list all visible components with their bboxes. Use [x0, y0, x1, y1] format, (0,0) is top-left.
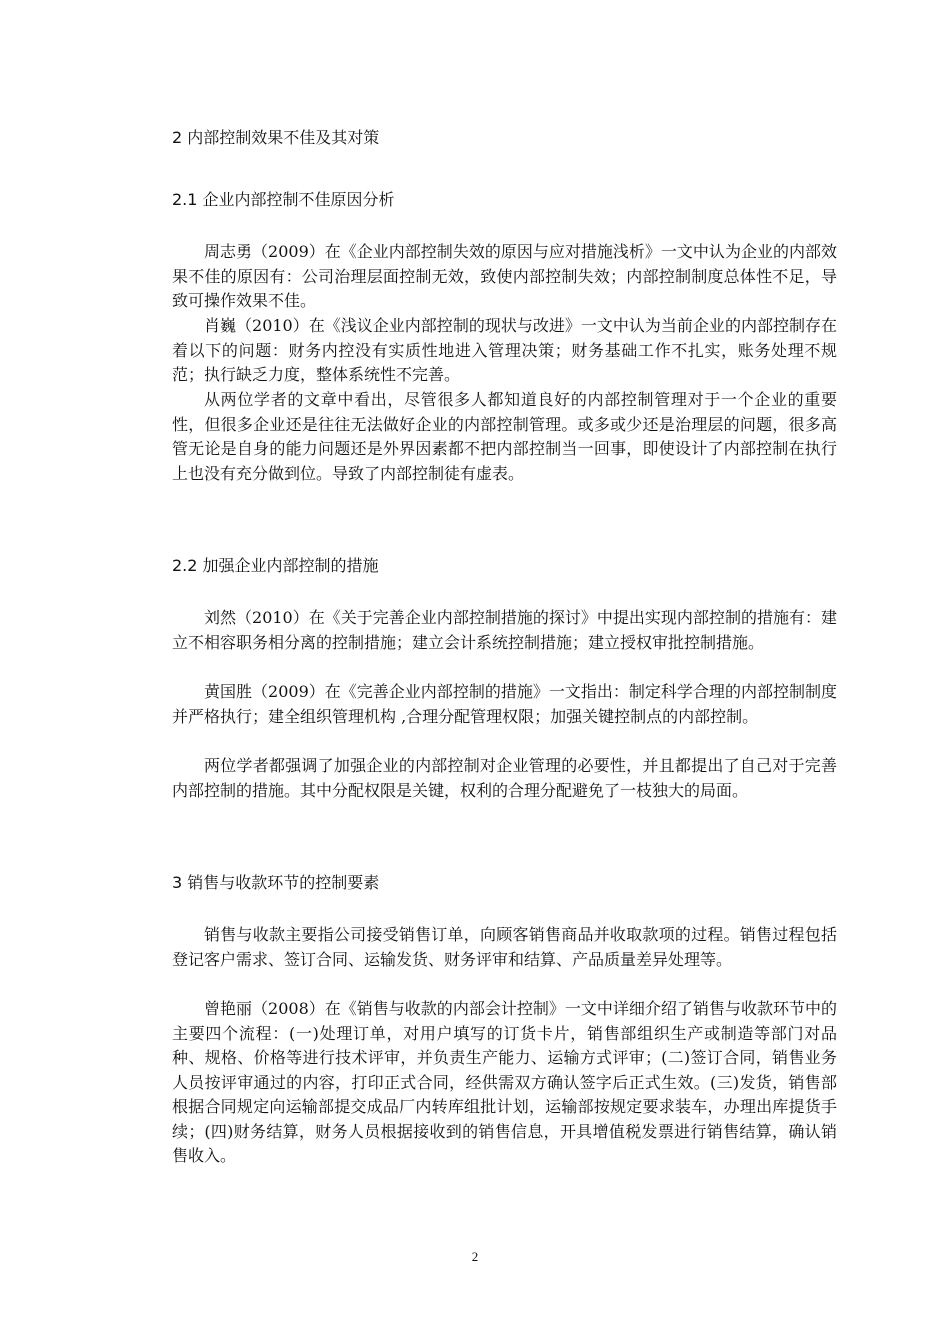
page-number: 2 [471, 1249, 479, 1264]
paragraph-sales-definition: 销售与收款主要指公司接受销售订单，向顾客销售商品并收取款项的过程。销售过程包括登记客户需求、签订合同、运输发货、财务评审和结算、产品质量差异处理等。 [172, 925, 837, 969]
paragraph-liu: 刘然（2010）在《关于完善企业内部控制措施的探讨》中提出实现内部控制的措施有：建立不相容职务相分离的控制措施；建立会计系统控制措施；建立授权审批控制措施。 [172, 608, 837, 652]
paragraph-zhou: 周志勇（2009）在《企业内部控制失效的原因与应对措施浅析》一文中认为企业的内部效果不佳的原因有：公司治理层面控制无效，致使内部控制失效；内部控制制度总体性不足，导致可操作效果不佳。 [172, 242, 837, 310]
paragraph-huang: 黄国胜（2009）在《完善企业内部控制的措施》一文指出：制定科学合理的内部控制制度并严格执行；建全组织管理机构 ,合理分配管理权限；加强关键控制点的内部控制。 [172, 682, 837, 726]
paragraph-summary-2: 两位学者都强调了加强企业的内部控制对企业管理的必要性，并且都提出了自己对于完善内部控制的措施。其中分配权限是关键，权利的合理分配避免了一枝独大的局面。 [172, 756, 837, 800]
section-3-heading: 3 销售与收款环节的控制要素 [172, 873, 380, 892]
section-2-heading: 2 内部控制效果不佳及其对策 [172, 128, 380, 147]
paragraph-xiao: 肖巍（2010）在《浅议企业内部控制的现状与改进》一文中认为当前企业的内部控制存在着以下的问题：财务内控没有实质性地进入管理决策；财务基础工作不扎实，账务处理不规范；执行缺乏力度，整体系统性不完善。 [172, 316, 837, 384]
section-2-1-heading: 2.1 企业内部控制不佳原因分析 [172, 190, 395, 209]
section-2-2-heading: 2.2 加强企业内部控制的措施 [172, 556, 379, 575]
paragraph-summary-1: 从两位学者的文章中看出，尽管很多人都知道良好的内部控制管理对于一个企业的重要性，但很多企业还是往往无法做好企业的内部控制管理。或多或少还是治理层的问题，很多高管无论是自身的能力问题还是外界因素都不把内部控制当一回事，即使设计了内部控制在执行上也没有充分做到位。导致了内部控制徒有虚表。 [172, 390, 837, 483]
paragraph-zeng: 曾艳丽（2008）在《销售与收款的内部会计控制》一文中详细介绍了销售与收款环节中的主要四个流程：(一)处理订单，对用户填写的订货卡片，销售部组织生产或制造等部门对品种、规格、价格等进行技术评审，并负责生产能力、运输方式评审；(二)签订合同，销售业务人员按评审通过的内容，打印正式合同，经供需双方确认签字后正式生效。(三)发货，销售部根据合同规定向运输部提交成品厂内转库组批计划，运输部按规定要求装车，办理出库提货手续；(四)财务结算，财务人员根据接收到的销售信息，开具增值税发票进行销售结算，确认销售收入。 [172, 999, 837, 1165]
